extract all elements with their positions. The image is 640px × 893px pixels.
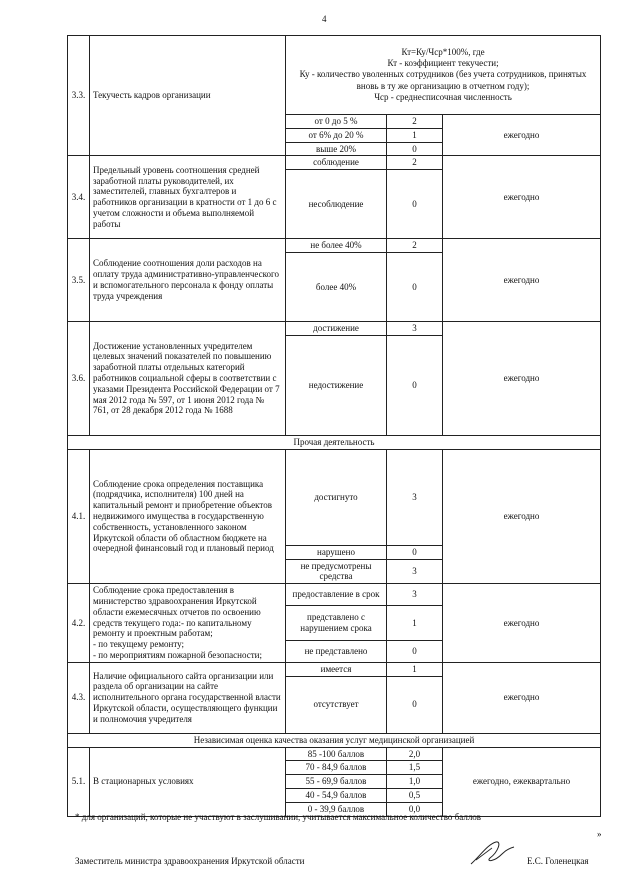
page-number: 4	[322, 14, 327, 24]
option-label: не более 40%	[286, 239, 387, 253]
option-score: 1,5	[387, 761, 443, 775]
row-number: 3.3.	[68, 36, 90, 156]
option-label: представлено с нарушением срока	[286, 606, 387, 640]
period: ежегодно	[443, 115, 601, 156]
criterion-name: Соблюдение срока определения поставщика (подрядчика, исполнителя) 100 дней на капитальный ремонт и приобретение объектов недвижимого имущества в государственную собственность, установленного законом Иркутской области об областном бюджете на очередной финансовый год и плановый период	[90, 449, 286, 583]
option-label: 40 - 54,9 баллов	[286, 788, 387, 802]
table-row	[68, 747, 601, 761]
footnote: * для организаций, которые не участвуют в заслушивании, учитывается максимальное количество баллов	[75, 812, 482, 822]
option-score: 0	[387, 170, 443, 239]
criterion-name: Наличие официального сайта организации или раздела об организации на сайте исполнительного органа государственной власти Иркутской области, осуществляющего функции и полномочия учредителя	[90, 662, 286, 733]
option-label: 70 - 84,9 баллов	[286, 761, 387, 775]
option-score: 3	[387, 321, 443, 335]
option-score: 3	[387, 559, 443, 584]
period: ежегодно	[443, 662, 601, 733]
criterion-name-line: Соблюдение срока предоставления в министерство здравоохранения Иркутской области ежемесячных отчетов по освоению средств текущего года:- по капитальному ремонту и проектным работам;	[93, 585, 261, 639]
option-score: 0	[387, 142, 443, 156]
option-score: 3	[387, 584, 443, 606]
option-score: 0	[387, 252, 443, 321]
table-row	[68, 662, 601, 676]
option-label: не предусмотрены средства	[286, 559, 387, 584]
formula-line: Кт - коэффициент текучести;	[387, 58, 499, 69]
row-number: 4.1.	[68, 449, 90, 583]
footnote-mark: »	[597, 829, 602, 839]
option-label: выше 20%	[286, 142, 387, 156]
option-label: 85 -100 баллов	[286, 747, 387, 761]
section-header: Независимая оценка качества оказания услуг медицинской организацией	[68, 733, 601, 747]
formula-cell	[286, 36, 601, 115]
row-number: 4.2.	[68, 584, 90, 663]
table-row	[68, 733, 601, 747]
row-number: 3.5.	[68, 239, 90, 322]
option-label: имеется	[286, 662, 387, 676]
option-score: 2	[387, 156, 443, 170]
option-label: 55 - 69,9 баллов	[286, 775, 387, 789]
option-score: 0	[387, 335, 443, 435]
signer-name: Е.С. Голенецкая	[527, 856, 589, 866]
option-label: нарушено	[286, 545, 387, 559]
option-score: 3	[387, 449, 443, 545]
option-score: 2,0	[387, 747, 443, 761]
criteria-table	[67, 35, 601, 817]
option-score: 1	[387, 606, 443, 640]
row-number: 3.6.	[68, 321, 90, 435]
option-score: 2	[387, 115, 443, 129]
option-score: 2	[387, 239, 443, 253]
row-number: 3.4.	[68, 156, 90, 239]
option-score: 1	[387, 662, 443, 676]
criterion-name: Достижение установленных учредителем целевых значений показателей по повышению заработной платы отдельных категорий работников социальной сферы в соответствии с указами Президента Российской Федерации от 7 мая 2012 года № 597, от 1 июня 2012 года № 761, от 28 декабря 2012 года № 1688	[90, 321, 286, 435]
table-row	[68, 584, 601, 606]
option-label: достигнуто	[286, 449, 387, 545]
table-row	[68, 156, 601, 170]
period: ежегодно	[443, 321, 601, 435]
option-label: отсутствует	[286, 676, 387, 733]
option-score: 1	[387, 128, 443, 142]
table-row	[68, 435, 601, 449]
option-label: достижение	[286, 321, 387, 335]
option-label: от 6% до 20 %	[286, 128, 387, 142]
option-label: предоставление в срок	[286, 584, 387, 606]
option-label: от 0 до 5 %	[286, 115, 387, 129]
criterion-name-line: - по мероприятиям пожарной безопасности;	[93, 649, 262, 660]
option-score: 0,0	[387, 802, 443, 816]
period: ежегодно	[443, 449, 601, 583]
option-label: не представлено	[286, 640, 387, 662]
table-row	[68, 239, 601, 253]
option-score: 0	[387, 545, 443, 559]
signature-image	[468, 838, 516, 868]
signer-title: Заместитель министра здравоохранения Иркутской области	[75, 856, 305, 866]
formula-line: Ку - количество уволенных сотрудников (без учета сотрудников, принятых вновь в ту же организацию в отчетном году);	[299, 69, 587, 91]
formula-line: Кт=Ку/Чср*100%, где	[401, 46, 485, 57]
option-label: более 40%	[286, 252, 387, 321]
criterion-name: Предельный уровень соотношения средней заработной платы руководителей, их заместителей, главных бухгалтеров и работников организации в кратности от 1 до 6 с учетом сложности и объема выполняемой работы	[90, 156, 286, 239]
period: ежегодно	[443, 584, 601, 663]
criterion-name-line: - по текущему ремонту;	[93, 639, 185, 650]
option-score: 0,5	[387, 788, 443, 802]
criterion-name: Соблюдение соотношения доли расходов на оплату труда административно-управленческого и вспомогательного персонала к фонду оплаты труда учреждения	[90, 239, 286, 322]
option-label: 0 - 39,9 баллов	[286, 802, 387, 816]
period: ежегодно, ежеквартально	[443, 747, 601, 816]
option-label: недостижение	[286, 335, 387, 435]
table-row	[68, 36, 601, 115]
criterion-name	[90, 584, 286, 663]
period: ежегодно	[443, 156, 601, 239]
row-number: 5.1.	[68, 747, 90, 816]
table-row	[68, 449, 601, 545]
formula-line: Чср - среднесписочная численность	[374, 91, 512, 102]
option-label: несоблюдение	[286, 170, 387, 239]
option-label: соблюдение	[286, 156, 387, 170]
period: ежегодно	[443, 239, 601, 322]
section-header: Прочая деятельность	[68, 435, 601, 449]
row-number: 4.3.	[68, 662, 90, 733]
option-score: 0	[387, 640, 443, 662]
table-row	[68, 321, 601, 335]
criterion-name: В стационарных условиях	[90, 747, 286, 816]
option-score: 1,0	[387, 775, 443, 789]
criterion-name: Текучесть кадров организации	[90, 36, 286, 156]
option-score: 0	[387, 676, 443, 733]
